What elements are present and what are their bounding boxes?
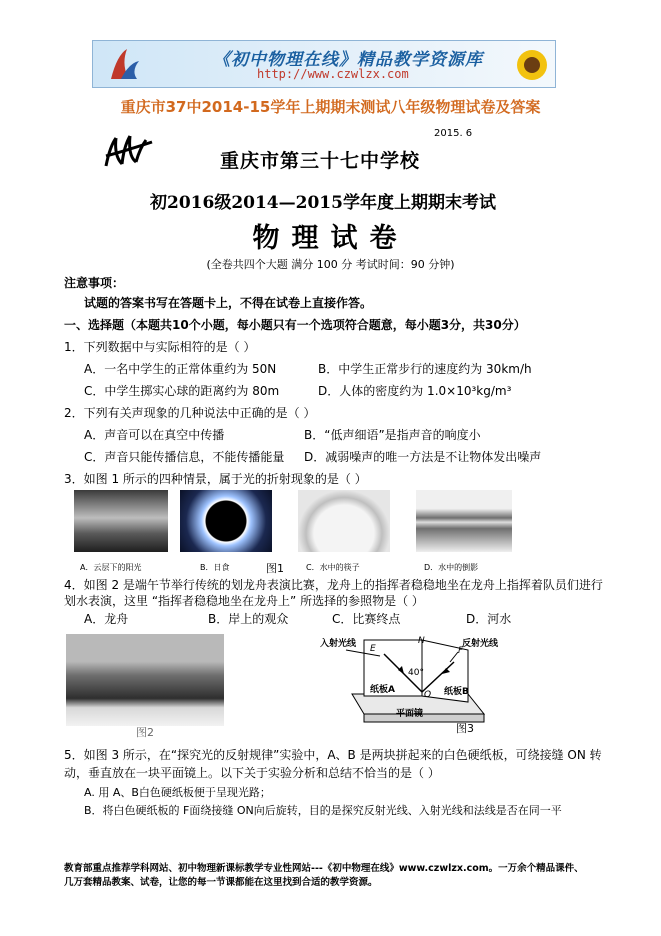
banner-title: 《初中物理在线》精品教学资源库 <box>213 50 483 70</box>
q1-option-d: D．人体的密度约为 1.0×10³kg/m³ <box>318 384 512 398</box>
q4-stem-line2: 划水表演，这里 “指挥者稳稳地坐在龙舟上” 所选择的参照物是（ ） <box>64 594 424 608</box>
footer-line-2: 几万套精品教案、试卷，让您的每一节课都能在这里找到合适的教学资源。 <box>64 876 378 888</box>
q1-stem: 1．下列数据中与实际相符的是（ ） <box>64 340 256 354</box>
figure-2-label: 图2 <box>136 726 154 739</box>
q1-option-c: C．中学生掷实心球的距离约为 80m <box>84 384 280 398</box>
fig3-incident-label: 入射光线 <box>320 639 357 649</box>
photo-water-reflection <box>416 490 512 552</box>
school-emblem-icon <box>100 132 158 174</box>
q4-option-b: B．岸上的观众 <box>208 612 289 626</box>
notice-label: 注意事项： <box>64 276 125 290</box>
q3-caption-a: A．云层下的阳光 <box>80 563 142 572</box>
fig3-label-f: F <box>458 646 464 656</box>
notice-text: 试题的答案书写在答题卡上，不得在试卷上直接作答。 <box>84 296 373 310</box>
q5-stem-line1: 5．如图 3 所示，在“探究光的反射规律”实验中，A、B 是两块拼起来的白色硬纸板，可绕接缝 ON 转 <box>64 748 602 762</box>
site-banner <box>92 40 556 88</box>
q5-option-b: B．将白色硬纸板的 F面绕接缝 ON向后旋转，目的是探究反射光线、入射光线和法线是否在同一平 <box>84 804 562 817</box>
figure-1-label: 图1 <box>266 562 284 575</box>
q4-option-c: C．比赛终点 <box>332 612 401 626</box>
banner-url[interactable]: http://www.czwlzx.com <box>257 67 409 81</box>
fig3-reflected-label: 反射光线 <box>462 639 499 649</box>
fig3-angle: 40° <box>408 668 424 678</box>
footer-line-1: 教育部重点推荐学科网站、初中物理新课标教学专业性网站---《初中物理在线》www.czwlzx.com。一万余个精品课件、 <box>64 863 584 874</box>
sunflower-icon <box>513 47 551 83</box>
fig3-mirror: 平面镜 <box>396 709 424 719</box>
fig3-board-b: 纸板B <box>444 687 469 697</box>
fig3-label-e: E <box>370 644 376 654</box>
q3-caption-c: C．水中的筷子 <box>306 563 360 572</box>
q1-option-b: B．中学生正常步行的速度约为 30km/h <box>318 362 532 376</box>
q2-option-b: B．“低声细语”是指声音的响度小 <box>304 428 481 442</box>
section-1-heading: 一、选择题（本题共10个小题，每小题只有一个选项符合题意，每小题3分，共30分） <box>64 318 526 332</box>
fig3-label-n: N <box>418 636 425 646</box>
photo-solar-eclipse <box>180 490 272 552</box>
exam-name: 初2016级2014—2015学年度上期期末考试 <box>150 193 496 213</box>
photo-sunlight-clouds <box>74 490 168 552</box>
q3-caption-d: D．水中的倒影 <box>424 563 479 572</box>
q5-option-a: A. 用 A、B白色硬纸板便于呈现光路； <box>84 786 271 799</box>
q3-stem: 3．如图 1 所示的四种情景，属于光的折射现象的是（ ） <box>64 472 367 486</box>
paper-title: 物理试卷 <box>252 223 409 254</box>
q2-option-a: A．声音可以在真空中传播 <box>84 428 225 442</box>
q1-option-a: A．一名中学生的正常体重约为 50N <box>84 362 277 376</box>
document-title: 重庆市37中2014-15学年上期期末测试八年级物理试卷及答案 <box>120 98 541 116</box>
q2-option-d: D．减弱噪声的唯一方法是不让物体发出噪声 <box>304 450 542 464</box>
exam-date: 2015. 6 <box>434 128 473 139</box>
photo-dragon-boat <box>66 634 224 726</box>
photo-chopsticks-in-water <box>298 490 390 552</box>
fig3-board-a: 纸板A <box>370 685 395 695</box>
q3-caption-b: B．日食 <box>200 563 230 572</box>
q2-stem: 2．下列有关声现象的几种说法中正确的是（ ） <box>64 406 316 420</box>
figure-3-label: 图3 <box>456 722 474 735</box>
page-footer <box>64 862 604 890</box>
exam-note: (全卷共四个大题 满分 100 分 考试时间：90 分钟) <box>206 258 455 271</box>
q4-option-a: A．龙舟 <box>84 612 129 626</box>
fig3-label-o: O <box>424 690 432 700</box>
q2-option-c: C．声音只能传播信息，不能传播能量 <box>84 450 285 464</box>
q4-stem-line1: 4．如图 2 是端午节举行传统的划龙舟表演比赛，龙舟上的指挥者稳稳地坐在龙舟上指挥着队员们进行 <box>64 578 603 592</box>
q5-stem-line2: 动，垂直放在一块平面镜上。以下关于实验分析和总结不恰当的是（ ） <box>64 766 440 780</box>
site-logo-icon <box>107 45 143 83</box>
q4-option-d: D．河水 <box>466 612 512 626</box>
school-name: 重庆市第三十七中学校 <box>220 150 421 172</box>
